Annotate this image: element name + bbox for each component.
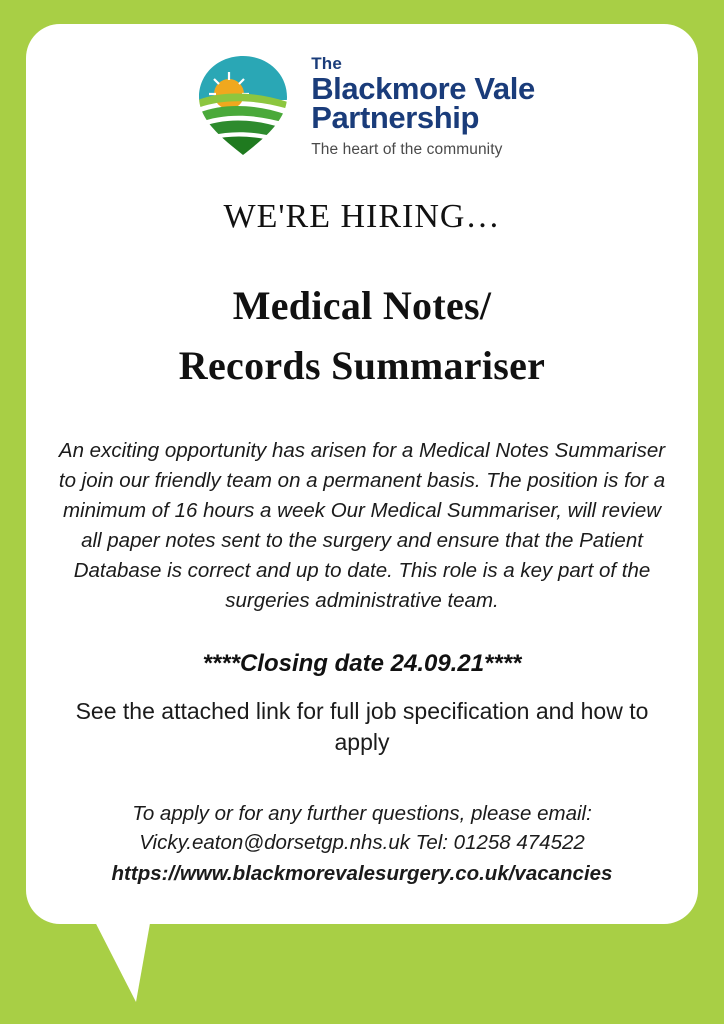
contact-line1: To apply or for any further questions, please email: (132, 802, 592, 825)
brand-logo-text (311, 55, 535, 158)
contact-block (52, 799, 672, 888)
blackmore-vale-pin-icon (189, 54, 297, 158)
job-description: An exciting opportunity has arisen for a Medical Notes Summariser to join our friendly team on a permanent basis. The position is for a minimum of 16 hours a week Our Medical Summariser, will review all paper notes sent to the surgery and ensure that the Patient Database is correct and up to date. This role is a key part of the surgeries administrative team. (58, 439, 666, 612)
headline: WE'RE HIRING… (223, 198, 501, 235)
speech-bubble-card (26, 24, 698, 924)
closing-date: ****Closing date 24.09.21**** (202, 649, 522, 677)
logo-name-line1: Blackmore Vale (311, 70, 535, 106)
contact-line2: Vicky.eaton@dorsetgp.nhs.uk Tel: 01258 474522 (139, 831, 585, 855)
job-title (179, 276, 545, 396)
logo-tagline: The heart of the community (311, 140, 503, 158)
logo-name-line2: Partnership (311, 99, 480, 135)
job-title-line1: Medical Notes/ (232, 283, 492, 328)
job-title-line2: Records Summariser (178, 343, 546, 388)
vacancies-url-link[interactable]: https://www.blackmorevalesurgery.co.uk/vacancies (111, 862, 613, 886)
logo-the: The (311, 53, 343, 73)
speech-bubble-tail (90, 912, 160, 1002)
brand-logo (189, 54, 535, 158)
application-link-note: See the attached link for full job specification and how to apply (75, 697, 649, 756)
